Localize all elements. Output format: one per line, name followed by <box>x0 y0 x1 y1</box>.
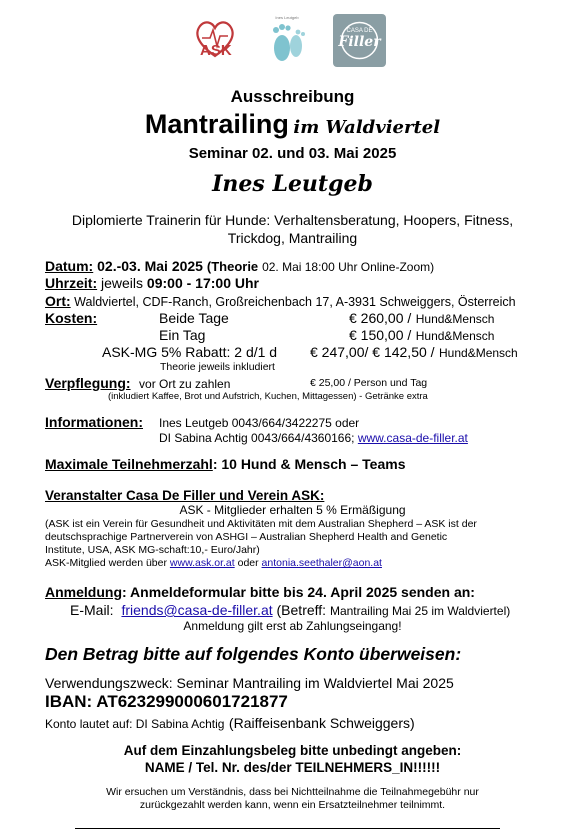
iban: IBAN: AT623299000601721877 <box>45 692 288 711</box>
casa-de-filler-link[interactable]: www.casa-de-filler.at <box>357 431 468 445</box>
veranstalter-label: Veranstalter Casa De Filler und Verein ASK: <box>45 488 325 503</box>
ort-label: Ort: <box>45 293 71 309</box>
anmeldung-label: Anmeldung <box>45 584 122 600</box>
datum-theorie-detail: 02. Mai 18:00 Uhr Online-Zoom) <box>262 260 435 274</box>
verpflegung-price: € 25,00 / Person und Tag <box>310 377 428 389</box>
kosten-row1-price <box>349 310 494 328</box>
kosten-row2-price <box>349 327 494 345</box>
kosten-row1-desc: Beide Tage <box>159 310 229 326</box>
anmeldung-row <box>45 584 475 600</box>
teilnehmer-value: : 10 Hund & Mensch – Teams <box>212 456 406 472</box>
datum-row <box>45 258 434 274</box>
ask-website-link[interactable]: www.ask.or.at <box>169 557 235 569</box>
veranstalter-line4 <box>45 557 382 569</box>
kosten-rabatt-amount: € 247,00/ € 142,50 / <box>310 344 435 360</box>
footprint-logo-text: Ines Leutgeb <box>275 15 299 20</box>
informationen-contact: DI Sabina Achtig 0043/664/4360166; <box>159 431 355 445</box>
title-main: Mantrailing <box>144 109 289 139</box>
kosten-row2-unit: Hund&Mensch <box>415 329 495 343</box>
veranstalter-rabatt: ASK - Mitglieder erhalten 5 % Ermäßigung <box>179 503 406 517</box>
kosten-row2-desc: Ein Tag <box>159 327 206 343</box>
verpflegung-label: Verpflegung: <box>45 375 131 391</box>
casa-de-filler-logo <box>333 14 386 67</box>
datum-label: Datum: <box>45 258 94 274</box>
konto-bank: (Raiffeisenbank Schweiggers) <box>228 715 415 731</box>
kosten-rabatt-price <box>310 344 518 362</box>
uhrzeit-label: Uhrzeit: <box>45 275 98 291</box>
footer-note-line2: zurückgezahlt werden kann, wenn ein Ersatzteilnehmer teilnimmt. <box>139 799 446 811</box>
verpflegung-note: (inkludiert Kaffee, Brot und Aufstrich, Kuchen, Mittagessen) - Getränke extra <box>108 391 428 402</box>
verpflegung-value: vor Ort zu zahlen <box>139 377 231 391</box>
informationen-line1: Ines Leutgeb 0043/664/3422275 oder <box>159 416 360 430</box>
filler-logo-top-text: CASA DE <box>346 28 373 34</box>
kosten-row1-unit: Hund&Mensch <box>415 312 495 326</box>
friends-email-link[interactable]: friends@casa-de-filler.at <box>121 602 273 618</box>
veranstalter-line3: Institute, USA, ASK MG-schaft:10,- Euro/Jahr) <box>45 544 260 556</box>
ask-logo <box>190 14 240 64</box>
informationen-label: Informationen: <box>45 414 143 430</box>
anmeldung-value: : Anmeldeformular bitte bis 24. April 2025 senden an: <box>122 584 475 600</box>
kosten-theorie-note: Theorie jeweils inkludiert <box>160 361 275 373</box>
title-script: im Waldviertel <box>293 117 441 138</box>
veranstalter-line4-mid: oder <box>237 557 259 569</box>
teilnehmer-row <box>45 456 406 472</box>
veranstalter-line1: (ASK ist ein Verein für Gesundheit und Aktivitäten mit dem Australian Shepherd – ASK ist der <box>45 518 477 530</box>
kosten-row2-amount: € 150,00 / <box>349 327 412 343</box>
veranstalter-line4-pre: ASK-Mitglied werden über <box>45 557 167 569</box>
seminar-date: Seminar 02. und 03. Mai 2025 <box>188 145 397 162</box>
konto-row <box>45 715 415 733</box>
kosten-rabatt-unit: Hund&Mensch <box>439 346 518 360</box>
beleg-line1: Auf dem Einzahlungsbeleg bitte unbedingt angeben: <box>123 743 462 758</box>
ort-value: Waldviertel, CDF-Ranch, Großreichenbach 17, A-3931 Schweiggers, Österreich <box>74 295 516 309</box>
kosten-row1-amount: € 260,00 / <box>349 310 412 326</box>
antonia-email-link[interactable]: antonia.seethaler@aon.at <box>261 557 382 569</box>
datum-theorie-label: (Theorie <box>206 259 259 274</box>
konto-label: Konto lautet auf: DI Sabina Achtig <box>45 717 225 731</box>
kosten-label: Kosten: <box>45 310 98 326</box>
title <box>0 109 585 140</box>
footer-note-line1: Wir ersuchen um Verständnis, dass bei Nichtteilnahme die Teilnahmegebühr nur <box>106 786 479 798</box>
teilnehmer-label: Maximale Teilnehmerzahl <box>45 456 213 472</box>
veranstalter-line2: deutschsprachige Partnerverein von ASHGI – Australian Shepherd Health and Genetic <box>45 531 448 543</box>
trainer-description-line1: Diplomierte Trainerin für Hunde: Verhaltensberatung, Hoopers, Fitness, <box>71 212 514 228</box>
betreff-label: (Betreff: <box>276 602 327 618</box>
footer-divider <box>75 828 500 829</box>
anmeldung-email-row <box>70 602 510 618</box>
betreff-value: Mantrailing Mai 25 im Waldviertel) <box>329 604 511 618</box>
informationen-line2 <box>159 431 468 445</box>
filler-logo-main-text: Filler <box>338 34 381 50</box>
ausschreibung-heading: Ausschreibung <box>230 87 355 106</box>
uhrzeit-value: 09:00 - 17:00 Uhr <box>146 275 259 291</box>
email-label: E-Mail: <box>70 602 114 618</box>
ask-logo-text: ASK <box>200 42 232 59</box>
datum-value: 02.-03. Mai 2025 <box>97 258 203 274</box>
uhrzeit-jeweils: jeweils <box>101 275 144 291</box>
anmeldung-gilt: Anmeldung gilt erst ab Zahlungseingang! <box>183 619 402 633</box>
verwendungszweck: Verwendungszweck: Seminar Mantrailing im Waldviertel Mai 2025 <box>45 675 454 691</box>
uhrzeit-row <box>45 275 259 291</box>
ort-row <box>45 293 516 309</box>
footprint-logo <box>262 14 312 66</box>
kosten-rabatt-desc: ASK-MG 5% Rabatt: 2 d/1 d <box>102 344 278 360</box>
konto-heading: Den Betrag bitte auf folgendes Konto überweisen: <box>45 644 462 664</box>
beleg-line2: NAME / Tel. Nr. des/der TEILNEHMERS_IN!!!!!! <box>144 760 441 775</box>
trainer-name: Ines Leutgeb <box>212 171 373 197</box>
trainer-description-line2: Trickdog, Mantrailing <box>227 230 358 246</box>
